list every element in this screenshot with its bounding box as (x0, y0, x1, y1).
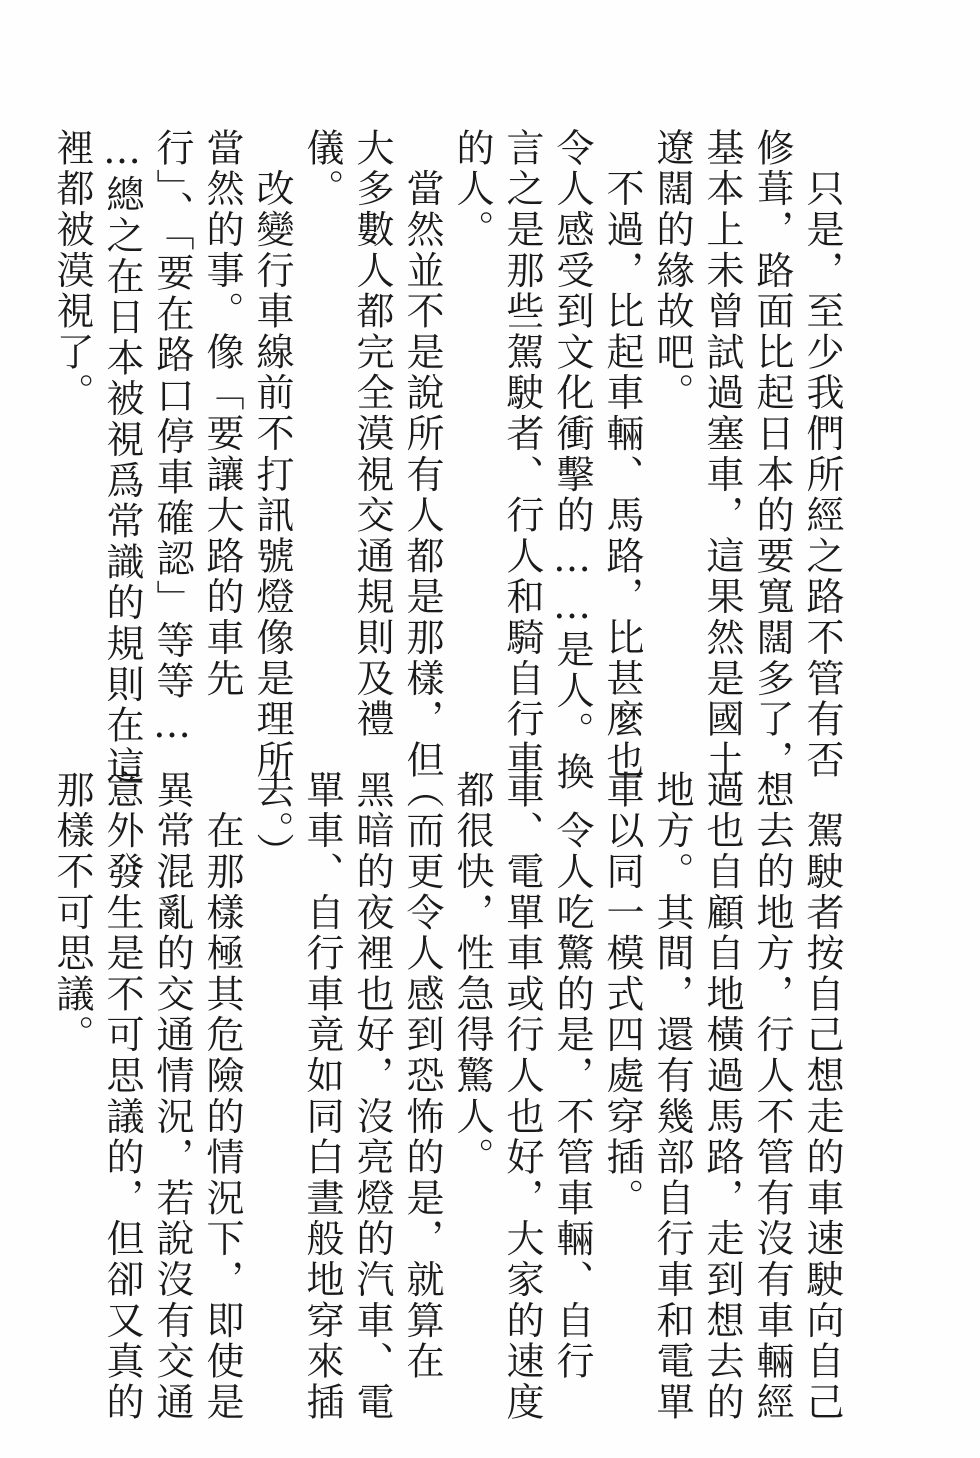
text-column: 去。） (250, 770, 294, 874)
text-column: 令人感受到文化衝擊的……是人。換 (550, 128, 594, 793)
text-column: 遼闊的緣故吧。 (650, 128, 694, 414)
text-column: 車、電單車或行人也好，大家的速度 (500, 770, 544, 1423)
text-column: 在那樣極其危險的情況下，即使是 (200, 770, 244, 1423)
text-column: 大多數人都完全漠視交通規則及禮 (350, 128, 394, 740)
text-column: 意外發生是不可思議的，但卻又真的 (100, 770, 144, 1423)
text-column: 異常混亂的交通情況，若說沒有交通 (150, 770, 194, 1423)
text-column: 不過，比起車輛、馬路，比甚麼也 (600, 128, 644, 781)
text-column: 過也自顧自地橫過馬路，走到想去的 (700, 770, 744, 1423)
text-column: 改變行車線前不打訊號燈像是理所 (250, 128, 294, 781)
text-column: 黑暗的夜裡也好，沒亮燈的汽車、電 (350, 770, 394, 1423)
text-column: 當然並不是說所有人都是那樣，但 (400, 128, 444, 781)
text-column: 車以同一模式四處穿插。 (600, 770, 644, 1219)
text-column: 那樣不可思議。 (50, 770, 94, 1056)
text-column: 行」、「要在路口停車確認」等等… (150, 128, 194, 749)
text-column: 基本上未曾試過塞車，這果然是國土 (700, 128, 744, 781)
text-column: 都很快，性急得驚人。 (450, 770, 494, 1178)
text-column: 地方。其間，還有幾部自行車和電單 (650, 770, 694, 1423)
text-column: 的人。 (450, 128, 494, 251)
text-column: 想去的地方，行人不管有沒有車輛經 (750, 770, 794, 1423)
text-column: 當然的事。像「要讓大路的車先 (200, 128, 244, 700)
text-column: 裡都被漠視了。 (50, 128, 94, 414)
text-column: 駕駛者按自己想走的車速駛向自己 (800, 770, 844, 1423)
text-column: 令人吃驚的是，不管車輛、自行 (550, 770, 594, 1382)
text-column: 儀。 (300, 128, 344, 210)
text-column: 言之是那些駕駛者、行人和騎自行車 (500, 128, 544, 781)
text-column: …總之在日本被視爲常識的規則在這 (100, 128, 144, 787)
text-column: （而更令人感到恐怖的是，就算在 (400, 770, 444, 1382)
text-column: 單車、自行車竟如同白晝般地穿來插 (300, 770, 344, 1423)
text-column: 修葺，路面比起日本的要寬闊多了， (750, 128, 794, 781)
text-column: 只是，至少我們所經之路不管有否 (800, 128, 844, 781)
